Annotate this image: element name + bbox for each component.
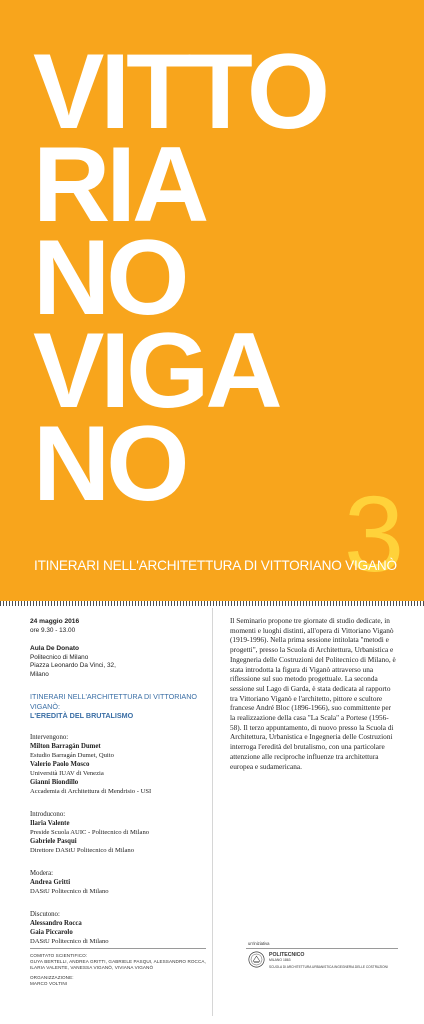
speaker-role: Accademia di Architettura di Mendrisio - USI	[30, 787, 152, 795]
banner-subtitle: ITINERARI NELL'ARCHITETTURA DI VITTORIANO VIGANÒ	[34, 558, 397, 573]
title-line-5: NO	[33, 403, 186, 523]
moderator-label: Modera:	[30, 869, 54, 877]
title-line-1: VITTO	[33, 31, 327, 151]
introducer-role: Preside Scuola AUIC - Politecnico di Milano	[30, 828, 150, 836]
venue-line: Politecnico di Milano	[30, 653, 89, 661]
credits	[30, 953, 206, 987]
institution-city: MILANO 1863	[269, 958, 291, 962]
event-time: ore 9.30 - 13.00	[30, 626, 76, 634]
politecnico-logo	[248, 951, 398, 977]
dotted-divider	[0, 601, 424, 606]
event-date: 24 maggio 2016	[30, 618, 80, 625]
series-title: ITINERARI NELL'ARCHITETTURA DI VITTORIANO VIGANÒ:	[30, 692, 197, 711]
institution-name: POLITECNICO	[269, 952, 305, 958]
committee-label: COMITATO SCIENTIFICO:	[30, 953, 88, 958]
discussant-name: Gaia Piccarolo	[30, 928, 73, 936]
committee-members: GUYA BERTELLI, ANDREA GRITTI, GABRIELE PASQUI, ALESSANDRO ROCCA, ILARIA VALENTE, VANESSA VIGANÒ, VIVIANA VIGANÒ	[30, 958, 206, 970]
session-title: L'EREDITÀ DEL BRUTALISMO	[30, 711, 134, 721]
politecnico-seal-icon	[248, 951, 265, 968]
event-details	[30, 618, 206, 946]
introducer-name: Ilaria Valente	[30, 819, 70, 827]
column-divider	[212, 608, 213, 1016]
speaker-name: Valerio Paolo Mosco	[30, 760, 90, 768]
venue-line: Piazza Leonardo Da Vinci, 32,	[30, 662, 116, 670]
moderator-role: DAStU Politecnico di Milano	[30, 887, 109, 895]
initiative-label: un'iniziativa	[248, 941, 270, 946]
speaker-name: Milton Barragán Dumet	[30, 742, 101, 750]
discussant-name: Alessandro Rocca	[30, 919, 82, 927]
organization-label: ORGANIZZAZIONE:	[30, 975, 74, 981]
discussant-role: DAStU Politecnico di Milano	[30, 937, 109, 945]
footer-rule-left	[30, 948, 206, 949]
speaker-name: Gianni Biondillo	[30, 778, 79, 786]
discussants-label: Discutono:	[30, 910, 60, 918]
footer-rule-right	[246, 948, 398, 949]
speaker-role: Università IUAV di Venezia	[30, 769, 104, 777]
seminar-description	[230, 616, 398, 771]
title-line-2: RIA	[33, 124, 206, 244]
moderator-name: Andrea Gritti	[30, 878, 71, 886]
institution-school: SCUOLA DI ARCHITETTURA URBANISTICA INGEGNERIA DELLE COSTRUZIONI	[269, 965, 388, 969]
title-line-3: NO	[33, 217, 186, 337]
venue-name: Aula De Donato	[30, 645, 80, 652]
poster-title	[33, 31, 413, 523]
introducer-role: Direttore DAStU Politecnico di Milano	[30, 846, 135, 854]
description-text: Il Seminario propone tre giornate di studio dedicate, in momenti e luoghi distinti, all'opera di Vittoriano Viganò (1919-1996). Nella prima sessione intitolata "metodi e progetti", presso la Scuola di Architettura, Urbanistica e Ingegneria delle Costruzioni del Politecnico di Milano, è stata introdotta la figura di Viganò attraverso una riflessione sul suo metodo progettuale. La seconda sessione sul Lago di Garda, è stata dedicata al rapporto tra Vittoriano Viganò e l'architetto, pittore e scultore francese André Bloc (1896-1966), suo committente per la realizzazione della casa "La Scala" a Portese (1956-58). Il terzo appuntamento, di nuovo presso la Scuola di Architettura, Urbanistica e Ingegneria delle Costruzioni interroga l'eredità del brutalismo, con una particolare attenzione alle reciproche influenze tra architettura europea e sudamericana.	[230, 616, 396, 771]
speakers-label: Intervengono:	[30, 733, 69, 741]
introduction-label: Introducono:	[30, 810, 66, 818]
edition-number: 3	[344, 473, 405, 594]
title-line-4: VIGA	[33, 310, 279, 430]
organization-member: MARCO VOLTINI	[30, 981, 68, 987]
introducer-name: Gabriele Pasqui	[30, 837, 77, 845]
speaker-role: Estudio Barragán Dumet, Quito	[30, 751, 114, 759]
venue-line: Milano	[30, 670, 49, 678]
